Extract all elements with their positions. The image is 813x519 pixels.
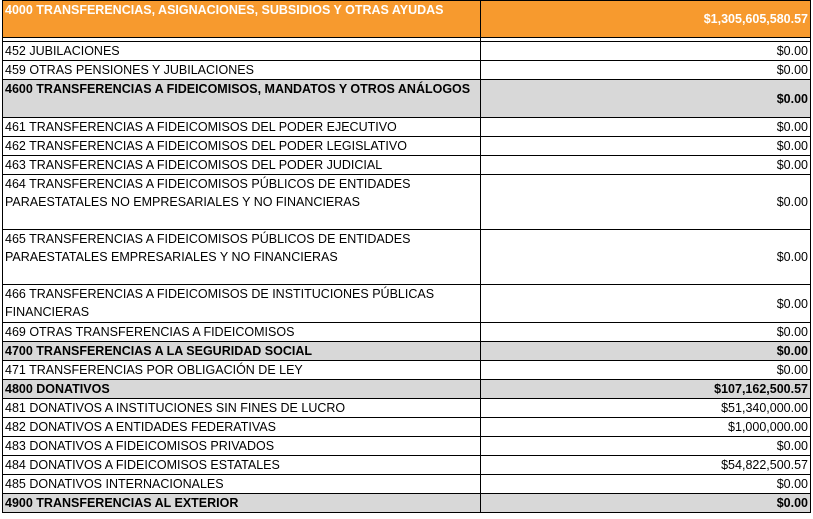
row-label[interactable]: 461 TRANSFERENCIAS A FIDEICOMISOS DEL PODER EJECUTIVO xyxy=(3,118,481,137)
row-label[interactable]: 459 OTRAS PENSIONES Y JUBILACIONES xyxy=(3,61,481,80)
section-amount[interactable]: $0.00 xyxy=(481,494,811,513)
section-row[interactable] xyxy=(3,80,811,118)
table-row[interactable] xyxy=(3,42,811,61)
section-row[interactable] xyxy=(3,380,811,399)
row-label[interactable]: 471 TRANSFERENCIAS POR OBLIGACIÓN DE LEY xyxy=(3,361,481,380)
row-amount[interactable]: $0.00 xyxy=(481,475,811,494)
header-row[interactable] xyxy=(3,1,811,38)
table-row[interactable] xyxy=(3,323,811,342)
table-row[interactable] xyxy=(3,175,811,230)
table-row[interactable] xyxy=(3,156,811,175)
section-row[interactable] xyxy=(3,494,811,513)
table-row[interactable] xyxy=(3,137,811,156)
table-row[interactable] xyxy=(3,118,811,137)
row-label[interactable]: 482 DONATIVOS A ENTIDADES FEDERATIVAS xyxy=(3,418,481,437)
row-amount[interactable]: $0.00 xyxy=(481,118,811,137)
row-label[interactable]: 466 TRANSFERENCIAS A FIDEICOMISOS DE INSTITUCIONES PÚBLICAS FINANCIERAS xyxy=(3,285,481,323)
table-row[interactable] xyxy=(3,475,811,494)
row-amount[interactable]: $0.00 xyxy=(481,61,811,80)
header-label[interactable]: 4000 TRANSFERENCIAS, ASIGNACIONES, SUBSIDIOS Y OTRAS AYUDAS xyxy=(3,1,481,38)
section-label[interactable]: 4600 TRANSFERENCIAS A FIDEICOMISOS, MANDATOS Y OTROS ANÁLOGOS xyxy=(3,80,481,118)
section-amount[interactable]: $0.00 xyxy=(481,342,811,361)
row-label[interactable]: 481 DONATIVOS A INSTITUCIONES SIN FINES DE LUCRO xyxy=(3,399,481,418)
row-amount[interactable]: $0.00 xyxy=(481,437,811,456)
table-row[interactable] xyxy=(3,437,811,456)
row-label[interactable]: 462 TRANSFERENCIAS A FIDEICOMISOS DEL PODER LEGISLATIVO xyxy=(3,137,481,156)
row-amount[interactable]: $51,340,000.00 xyxy=(481,399,811,418)
section-amount[interactable]: $107,162,500.57 xyxy=(481,380,811,399)
table-row[interactable] xyxy=(3,399,811,418)
row-amount[interactable]: $0.00 xyxy=(481,361,811,380)
row-label[interactable]: 483 DONATIVOS A FIDEICOMISOS PRIVADOS xyxy=(3,437,481,456)
row-label[interactable]: 484 DONATIVOS A FIDEICOMISOS ESTATALES xyxy=(3,456,481,475)
table-row[interactable] xyxy=(3,456,811,475)
row-amount[interactable]: $0.00 xyxy=(481,285,811,323)
row-amount[interactable]: $0.00 xyxy=(481,230,811,285)
table-row[interactable] xyxy=(3,230,811,285)
table-row[interactable] xyxy=(3,418,811,437)
row-amount[interactable]: $0.00 xyxy=(481,42,811,61)
row-amount[interactable]: $54,822,500.57 xyxy=(481,456,811,475)
section-row[interactable] xyxy=(3,342,811,361)
table-row[interactable] xyxy=(3,285,811,323)
row-amount[interactable]: $0.00 xyxy=(481,137,811,156)
section-label[interactable]: 4900 TRANSFERENCIAS AL EXTERIOR xyxy=(3,494,481,513)
section-amount[interactable]: $0.00 xyxy=(481,80,811,118)
header-amount[interactable]: $1,305,605,580.57 xyxy=(481,1,811,38)
row-label[interactable]: 463 TRANSFERENCIAS A FIDEICOMISOS DEL PODER JUDICIAL xyxy=(3,156,481,175)
row-label[interactable]: 464 TRANSFERENCIAS A FIDEICOMISOS PÚBLICOS DE ENTIDADES PARAESTATALES NO EMPRESARIALES Y NO FINANCIERAS xyxy=(3,175,481,230)
row-amount[interactable]: $0.00 xyxy=(481,175,811,230)
row-amount[interactable]: $0.00 xyxy=(481,323,811,342)
row-amount[interactable]: $0.00 xyxy=(481,156,811,175)
row-label[interactable]: 465 TRANSFERENCIAS A FIDEICOMISOS PÚBLICOS DE ENTIDADES PARAESTATALES EMPRESARIALES Y NO FINANCIERAS xyxy=(3,230,481,285)
row-label[interactable]: 485 DONATIVOS INTERNACIONALES xyxy=(3,475,481,494)
section-label[interactable]: 4800 DONATIVOS xyxy=(3,380,481,399)
row-label[interactable]: 452 JUBILACIONES xyxy=(3,42,481,61)
row-amount[interactable]: $1,000,000.00 xyxy=(481,418,811,437)
table-row[interactable] xyxy=(3,61,811,80)
table-row[interactable] xyxy=(3,361,811,380)
budget-table xyxy=(2,0,811,513)
row-label[interactable]: 469 OTRAS TRANSFERENCIAS A FIDEICOMISOS xyxy=(3,323,481,342)
section-label[interactable]: 4700 TRANSFERENCIAS A LA SEGURIDAD SOCIAL xyxy=(3,342,481,361)
